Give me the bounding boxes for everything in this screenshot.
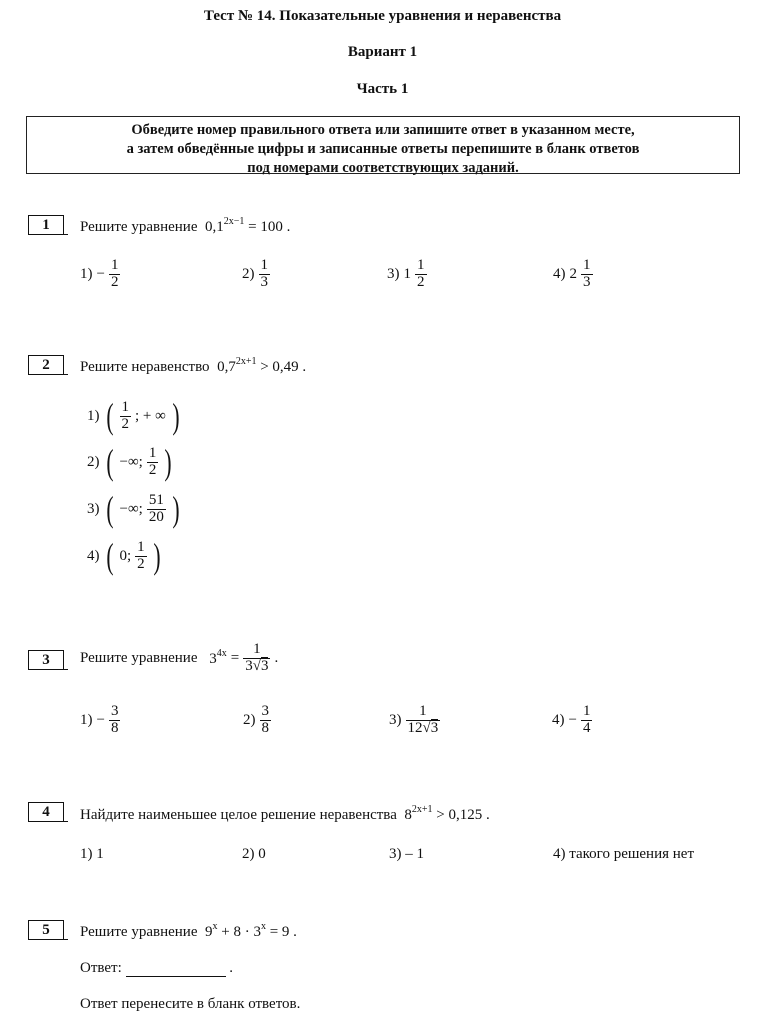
option-whole: 2 xyxy=(569,265,577,282)
task-question xyxy=(80,642,278,675)
denominator-coefficient: 12 xyxy=(407,719,423,736)
option-fraction xyxy=(581,258,593,291)
denominator-coefficient: 3 xyxy=(245,657,253,674)
transfer-note: Ответ перенесите в бланк ответов. xyxy=(80,996,301,1012)
fraction-numerator: 1 xyxy=(110,257,119,273)
answer-option[interactable] xyxy=(553,258,593,291)
fraction-denominator xyxy=(243,658,270,675)
right-paren: ) xyxy=(172,489,180,529)
fraction-denominator: 20 xyxy=(148,508,164,525)
equation-exponent: x xyxy=(260,921,266,932)
answer-option[interactable] xyxy=(80,704,120,737)
equation-rhs: = 100 . xyxy=(248,219,291,235)
option-label: 1) xyxy=(87,407,100,424)
option-fraction xyxy=(135,540,147,573)
task-text: Решите уравнение xyxy=(80,219,198,235)
answer-option[interactable] xyxy=(552,704,592,737)
fraction-numerator: 1 xyxy=(582,703,591,719)
answer-end: . xyxy=(229,960,234,976)
option-fraction xyxy=(260,704,272,737)
answer-option[interactable] xyxy=(87,398,182,434)
left-paren: ( xyxy=(105,442,114,482)
task-text: Решите уравнение xyxy=(80,649,198,666)
equation-fraction xyxy=(243,642,270,675)
fraction-denominator: 2 xyxy=(137,555,145,572)
task-text: Найдите наименьшее целое решение неравенства xyxy=(80,807,397,823)
left-paren: ( xyxy=(105,489,114,529)
left-paren: ( xyxy=(105,536,114,576)
equation-exponent: 2x+1 xyxy=(235,356,257,367)
equation-base: 0,7 xyxy=(217,359,236,375)
option-fraction xyxy=(406,704,441,737)
fraction-numerator: 3 xyxy=(261,703,269,719)
option-fraction xyxy=(109,704,121,737)
fraction-numerator: 1 xyxy=(137,538,145,555)
fraction-numerator: 1 xyxy=(583,257,591,273)
right-paren: ) xyxy=(164,442,172,482)
answer-option[interactable] xyxy=(87,538,163,574)
option-label: 1) xyxy=(80,265,93,282)
option-sign: − xyxy=(568,711,577,728)
equation-rhs: = 9 . xyxy=(269,924,297,940)
option-sign: − xyxy=(96,711,105,728)
fraction-denominator: 4 xyxy=(582,719,591,736)
fraction-denominator: 8 xyxy=(261,719,269,736)
task-number: 2 xyxy=(28,355,64,375)
fraction-denominator: 2 xyxy=(121,415,129,432)
option-label: 2) xyxy=(243,711,256,728)
answer-option[interactable] xyxy=(389,704,440,737)
task-number-underline xyxy=(64,669,68,670)
option-whole: 1 xyxy=(403,265,411,282)
fraction-numerator: 1 xyxy=(253,641,261,657)
equation-base: 8 xyxy=(404,807,412,823)
task-number: 1 xyxy=(28,215,64,235)
answer-option[interactable] xyxy=(243,704,271,737)
sqrt-icon: √ xyxy=(252,657,261,674)
fraction-numerator: 1 xyxy=(419,703,427,719)
answer-option[interactable] xyxy=(387,258,427,291)
radicand: 3 xyxy=(260,657,269,674)
task-number: 4 xyxy=(28,802,64,822)
task-number-underline xyxy=(64,234,68,235)
option-fraction xyxy=(109,258,121,291)
task-question xyxy=(80,357,306,376)
fraction-numerator: 3 xyxy=(110,703,119,719)
task-number-underline xyxy=(64,374,68,375)
fraction-numerator: 1 xyxy=(417,257,425,273)
instructions-line: Обведите номер правильного ответа или запишите ответ в указанном месте, xyxy=(131,122,635,138)
interval-start: −∞; xyxy=(119,500,143,517)
fraction-numerator: 1 xyxy=(260,257,268,273)
answer-option[interactable]: 1) 1 xyxy=(80,846,104,862)
fraction-denominator xyxy=(406,720,441,737)
fraction-numerator: 1 xyxy=(121,398,129,415)
equation-term: 9 xyxy=(204,924,213,940)
interval-start: −∞; xyxy=(119,453,143,470)
answer-label: Ответ: xyxy=(80,960,122,976)
option-fraction xyxy=(581,704,593,737)
interval-start: 0; xyxy=(119,547,132,564)
fraction-denominator: 8 xyxy=(110,719,119,736)
task-number-underline xyxy=(64,821,68,822)
left-paren: ( xyxy=(105,396,114,436)
fraction-denominator: 3 xyxy=(260,273,268,290)
option-label: 2) xyxy=(242,265,255,282)
equation-end: . xyxy=(274,649,279,666)
answer-option[interactable] xyxy=(242,258,270,291)
equation-exponent: 4x xyxy=(216,647,227,659)
part-heading: Часть 1 xyxy=(356,81,409,97)
answer-option[interactable]: 2) 0 xyxy=(242,846,266,862)
equation-base: 0,1 xyxy=(204,219,224,235)
option-label: 4) xyxy=(87,547,100,564)
equation-equals: = xyxy=(230,649,240,666)
task-text: Решите уравнение xyxy=(80,924,198,940)
answer-option[interactable] xyxy=(80,258,120,291)
fraction-denominator: 2 xyxy=(110,273,119,290)
answer-option[interactable] xyxy=(87,491,182,527)
option-label: 3) xyxy=(389,711,402,728)
radicand: 3 xyxy=(430,719,439,736)
option-fraction xyxy=(120,400,132,433)
sqrt-icon: √ xyxy=(422,719,431,736)
task-number: 5 xyxy=(28,920,64,940)
option-label: 4) xyxy=(552,711,565,728)
instructions-line: под номерами соответствующих заданий. xyxy=(247,160,519,176)
equation-middle: + 8 · 3 xyxy=(221,924,261,940)
equation-exponent: x xyxy=(212,921,218,932)
task-number-underline xyxy=(64,939,68,940)
fraction-denominator: 2 xyxy=(148,461,157,478)
fraction-numerator: 51 xyxy=(148,491,164,508)
option-label: 3) xyxy=(387,265,400,282)
task-text: Решите неравенство xyxy=(80,359,210,375)
option-label: 4) xyxy=(553,265,566,282)
right-paren: ) xyxy=(172,396,180,436)
answer-option[interactable]: 3) – 1 xyxy=(389,846,424,862)
option-sign: − xyxy=(96,265,105,282)
task-question xyxy=(80,805,490,824)
interval-end: ; + ∞ xyxy=(135,407,166,424)
instructions-box xyxy=(26,116,740,174)
equation-base: 3 xyxy=(209,650,217,667)
answer-option[interactable] xyxy=(87,444,174,480)
option-fraction xyxy=(147,493,166,526)
task-number: 3 xyxy=(28,650,64,670)
fraction-denominator: 2 xyxy=(417,273,425,290)
variant-heading: Вариант 1 xyxy=(347,44,418,60)
equation-rhs: > 0,125 . xyxy=(436,807,490,823)
fraction-numerator: 1 xyxy=(148,444,157,461)
task-question xyxy=(80,217,290,236)
equation-exponent: 2x+1 xyxy=(411,804,433,815)
fraction-denominator: 3 xyxy=(583,273,591,290)
equation-rhs: > 0,49 . xyxy=(260,359,307,375)
option-fraction xyxy=(147,446,159,479)
option-label: 3) xyxy=(87,500,100,517)
instructions-line: а затем обведённые цифры и записанные ответы перепишите в бланк ответов xyxy=(126,141,640,157)
answer-field[interactable] xyxy=(126,962,226,977)
option-fraction xyxy=(415,258,427,291)
option-label: 2) xyxy=(87,453,100,470)
answer-row xyxy=(80,960,233,977)
answer-option[interactable]: 4) такого решения нет xyxy=(553,846,695,862)
option-fraction xyxy=(259,258,271,291)
page-title: Тест № 14. Показательные уравнения и неравенства xyxy=(203,8,562,24)
equation-exponent: 2x−1 xyxy=(223,216,245,227)
task-question xyxy=(80,922,297,941)
right-paren: ) xyxy=(153,536,161,576)
option-label: 1) xyxy=(80,711,93,728)
